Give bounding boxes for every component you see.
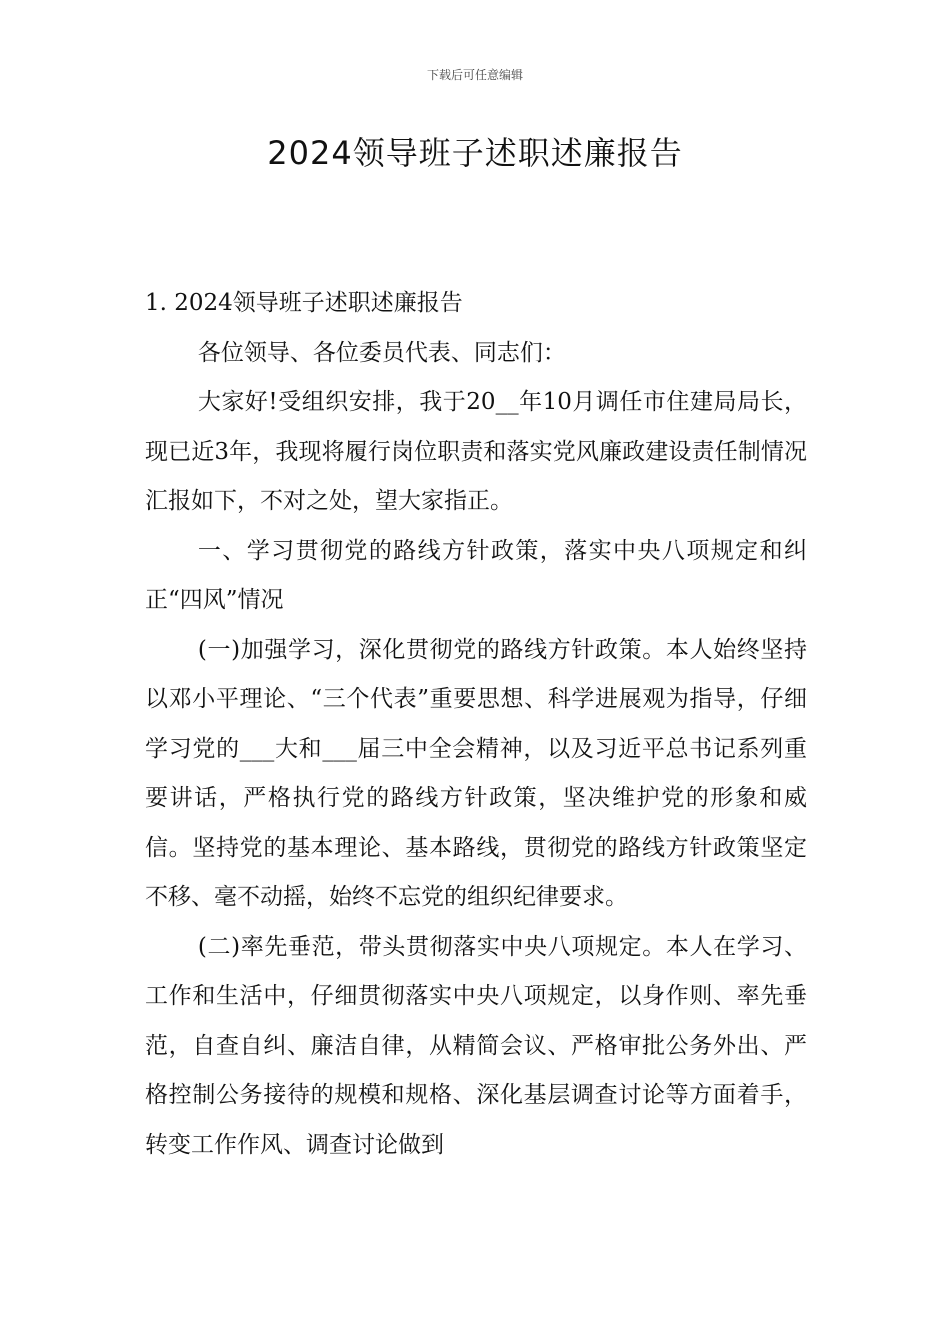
body-paragraph: (一)加强学习，深化贯彻党的路线方针政策。本人始终坚持以邓小平理论、“三个代表”重要思想、科学进展观为指导，仔细学习党的___大和___届三中全会精神，以及习近平总书记系列重要讲话，严格执行党的路线方针政策，坚决维护党的形象和威信。坚持党的基本理论、基本路线，贯彻党的路线方针政策坚定不移、毫不动摇，始终不忘党的组织纪律要求。 <box>145 636 807 910</box>
document-body <box>145 279 807 1170</box>
section-one-heading: 一、学习贯彻党的路线方针政策，落实中央八项规定和纠正“四风”情况 <box>145 537 807 613</box>
section-heading: 1. 2024领导班子述职述廉报告 <box>145 290 463 316</box>
intro-paragraph: 大家好!受组织安排，我于20__年10月调任市住建局局长，现已近3年，我现将履行岗位职责和落实党风廉政建设责任制情况汇报如下，不对之处，望大家指正。 <box>145 389 807 514</box>
salutation-paragraph: 各位领导、各位委员代表、同志们： <box>197 339 566 366</box>
header-note: 下载后可任意编辑 <box>426 68 523 82</box>
body-paragraph: (二)率先垂范，带头贯彻落实中央八项规定。本人在学习、工作和生活中，仔细贯彻落实中央八项规定，以身作则、率先垂范，自查自纠、廉洁自律，从精简会议、严格审批公务外出、严格控制公务接待的规模和规格、深化基层调查讨论等方面着手，转变工作作风、调查讨论做到 <box>145 933 807 1158</box>
document-title: 2024领导班子述职述廉报告 <box>267 134 683 172</box>
